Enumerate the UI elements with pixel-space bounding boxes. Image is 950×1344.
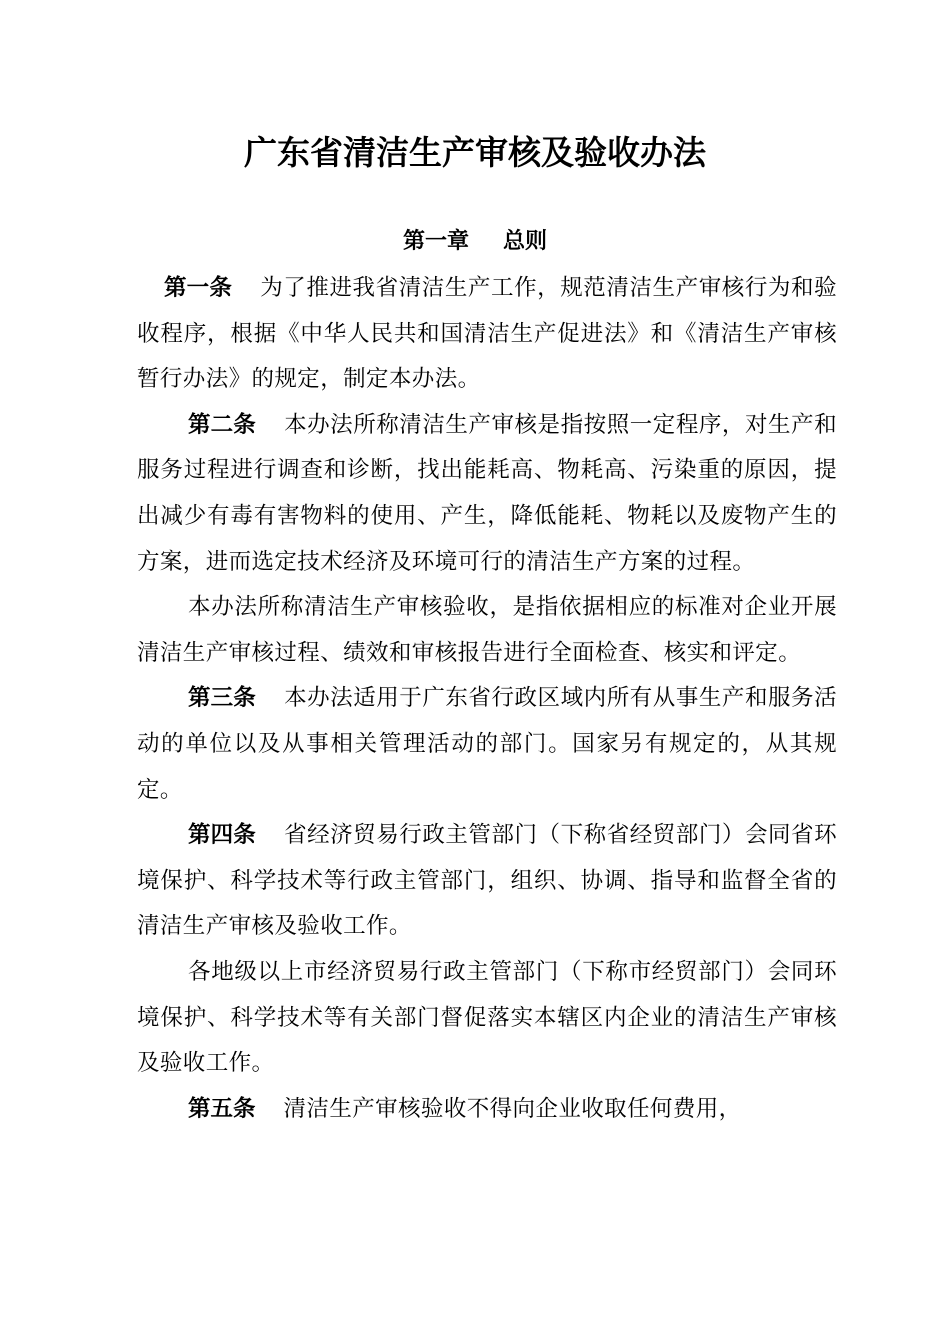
paragraph-article-5 <box>137 1087 837 1133</box>
paragraph-article-4-continued <box>137 950 837 1087</box>
article-number: 第三条 <box>188 685 256 712</box>
paragraph-article-1 <box>137 266 837 403</box>
paragraph-text: 各地级以上市经济贸易行政主管部门（下称市经贸部门）会同环境保护、科学技术等有关部门督促落实本辖区内企业的清洁生产审核及验收工作。 <box>137 958 837 1077</box>
chapter-heading <box>0 222 950 262</box>
paragraph-text: 本办法所称清洁生产审核验收，是指依据相应的标准对企业开展清洁生产审核过程、绩效和审核报告进行全面检查、核实和评定。 <box>137 594 837 666</box>
paragraph-article-3 <box>137 676 837 813</box>
paragraph-text: 本办法所称清洁生产审核是指按照一定程序，对生产和服务过程进行调查和诊断，找出能耗高、物耗高、污染重的原因，提出减少有毒有害物料的使用、产生，降低能耗、物耗以及废物产生的方案，进而选定技术经济及环境可行的清洁生产方案的过程。 <box>137 411 837 575</box>
article-number: 第二条 <box>188 411 256 438</box>
paragraph-article-2 <box>137 403 837 585</box>
document-title: 广东省清洁生产审核及验收办法 <box>244 133 706 172</box>
paragraph-text: 为了推进我省清洁生产工作，规范清洁生产审核行为和验收程序，根据《中华人民共和国清洁生产促进法》和《清洁生产审核暂行办法》的规定，制定本办法。 <box>137 275 837 393</box>
chapter-name: 总则 <box>503 229 548 254</box>
paragraph-text: 清洁生产审核验收不得向企业收取任何费用， <box>283 1095 742 1122</box>
article-number: 第五条 <box>188 1095 256 1122</box>
chapter-number: 第一章 <box>402 229 469 254</box>
article-number: 第四条 <box>188 822 256 849</box>
paragraph-text: 本办法适用于广东省行政区域内所有从事生产和服务活动的单位以及从事相关管理活动的部门。国家另有规定的，从其规定。 <box>137 685 837 803</box>
paragraph-text: 省经济贸易行政主管部门（下称省经贸部门）会同省环境保护、科学技术等行政主管部门，组织、协调、指导和监督全省的清洁生产审核及验收工作。 <box>137 822 837 940</box>
paragraph-article-4 <box>137 813 837 950</box>
document-body <box>137 266 837 1132</box>
paragraph-article-2-continued <box>137 585 837 676</box>
article-number: 第一条 <box>164 275 233 301</box>
